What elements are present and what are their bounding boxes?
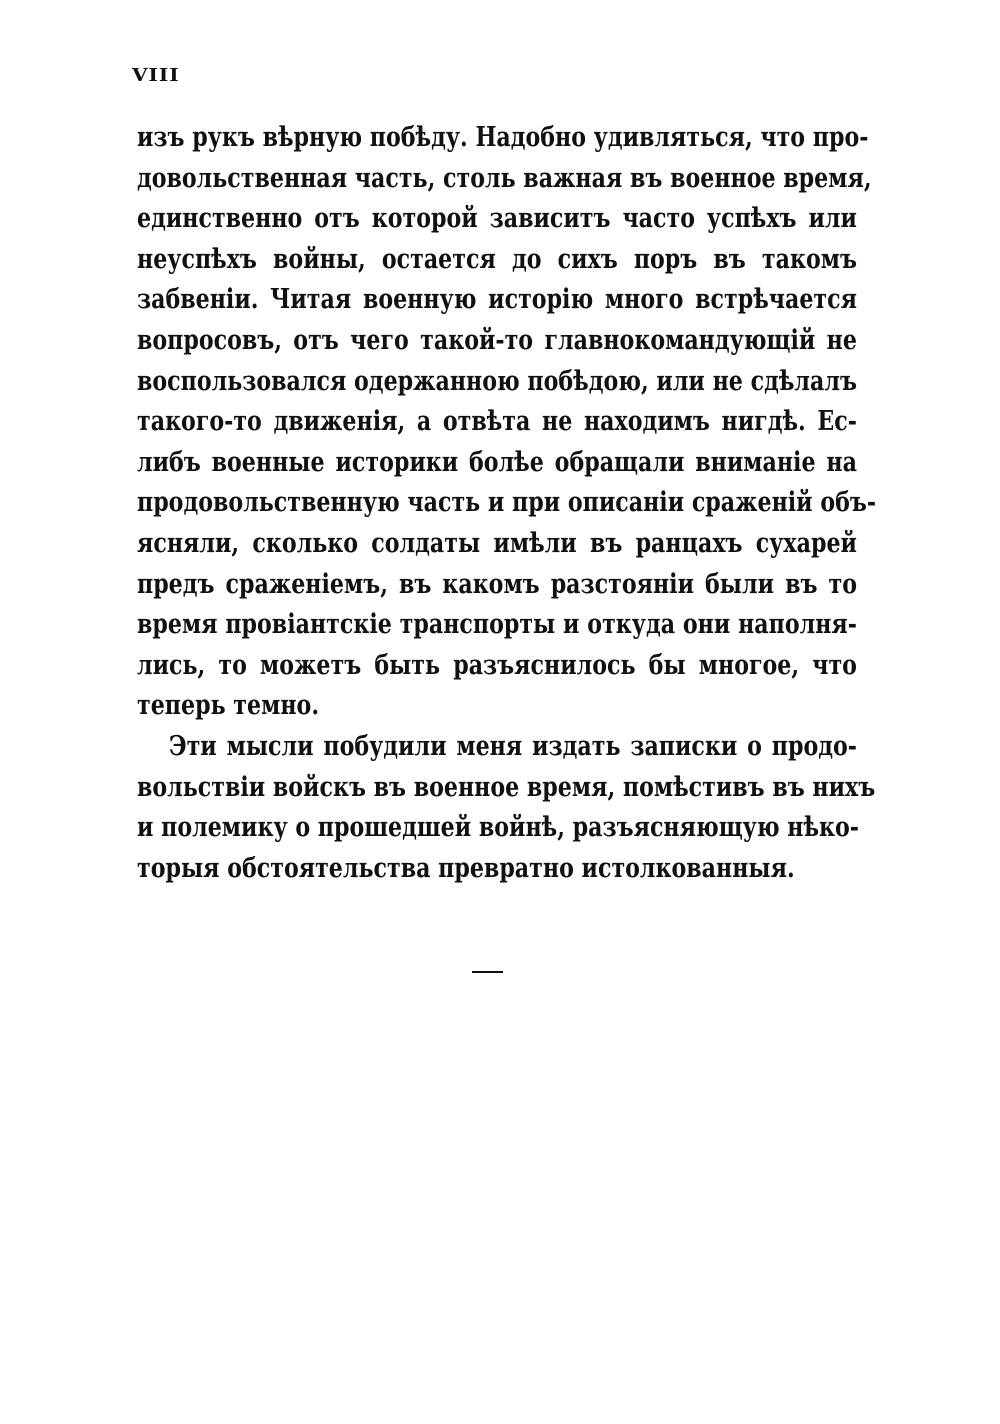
text-line: время провіантскіе транспорты и откуда они наполня- (137, 609, 857, 641)
body-text (137, 118, 877, 889)
text-line: либъ военные историки болѣе обращали вниманіе на (137, 446, 857, 478)
text-line: вольствіи войскъ въ военное время, помѣстивъ въ нихъ (137, 771, 876, 803)
text-line: Эти мысли побудили меня издать записки о продо- (168, 730, 857, 762)
paragraph-2 (137, 727, 876, 889)
section-end-rule (472, 971, 503, 973)
text-line: довольственная часть, столь важная въ военное время, (137, 162, 872, 194)
text-line: вопросовъ, отъ чего такой-то главнокомандующій не (137, 324, 857, 356)
text-line: предъ сраженіемъ, въ какомъ разстояніи были въ то (137, 568, 857, 600)
text-line: ясняли, сколько солдаты имѣли въ ранцахъ сухарей (137, 527, 857, 559)
text-line: такого-то движенія, а отвѣта не находимъ нигдѣ. Ес- (137, 406, 857, 438)
text-line: забвеніи. Читая военную исторію много встрѣчается (137, 284, 857, 316)
paragraph-1 (137, 118, 877, 727)
text-line: единственно отъ которой зависитъ часто успѣхъ или (137, 203, 857, 235)
text-line: лись, то можетъ быть разъяснилось бы многое, что (137, 649, 857, 681)
text-line: и полемику о прошедшей войнѣ, разъясняющую нѣко- (137, 812, 859, 844)
text-line: изъ рукъ вѣрную побѣду. Надобно удивляться, что про- (137, 122, 869, 153)
text-line: неуспѣхъ войны, остается до сихъ поръ въ такомъ (137, 243, 857, 275)
text-line: воспользовался одержанною побѣдою, или не сдѣлалъ (137, 365, 857, 397)
text-line: теперь темно. (137, 690, 320, 722)
page-number: VIII (132, 64, 180, 86)
text-line: торыя обстоятельства превратно истолкованныя. (137, 852, 795, 884)
text-line: продовольственную часть и при описаніи сраженій объ- (137, 487, 877, 519)
